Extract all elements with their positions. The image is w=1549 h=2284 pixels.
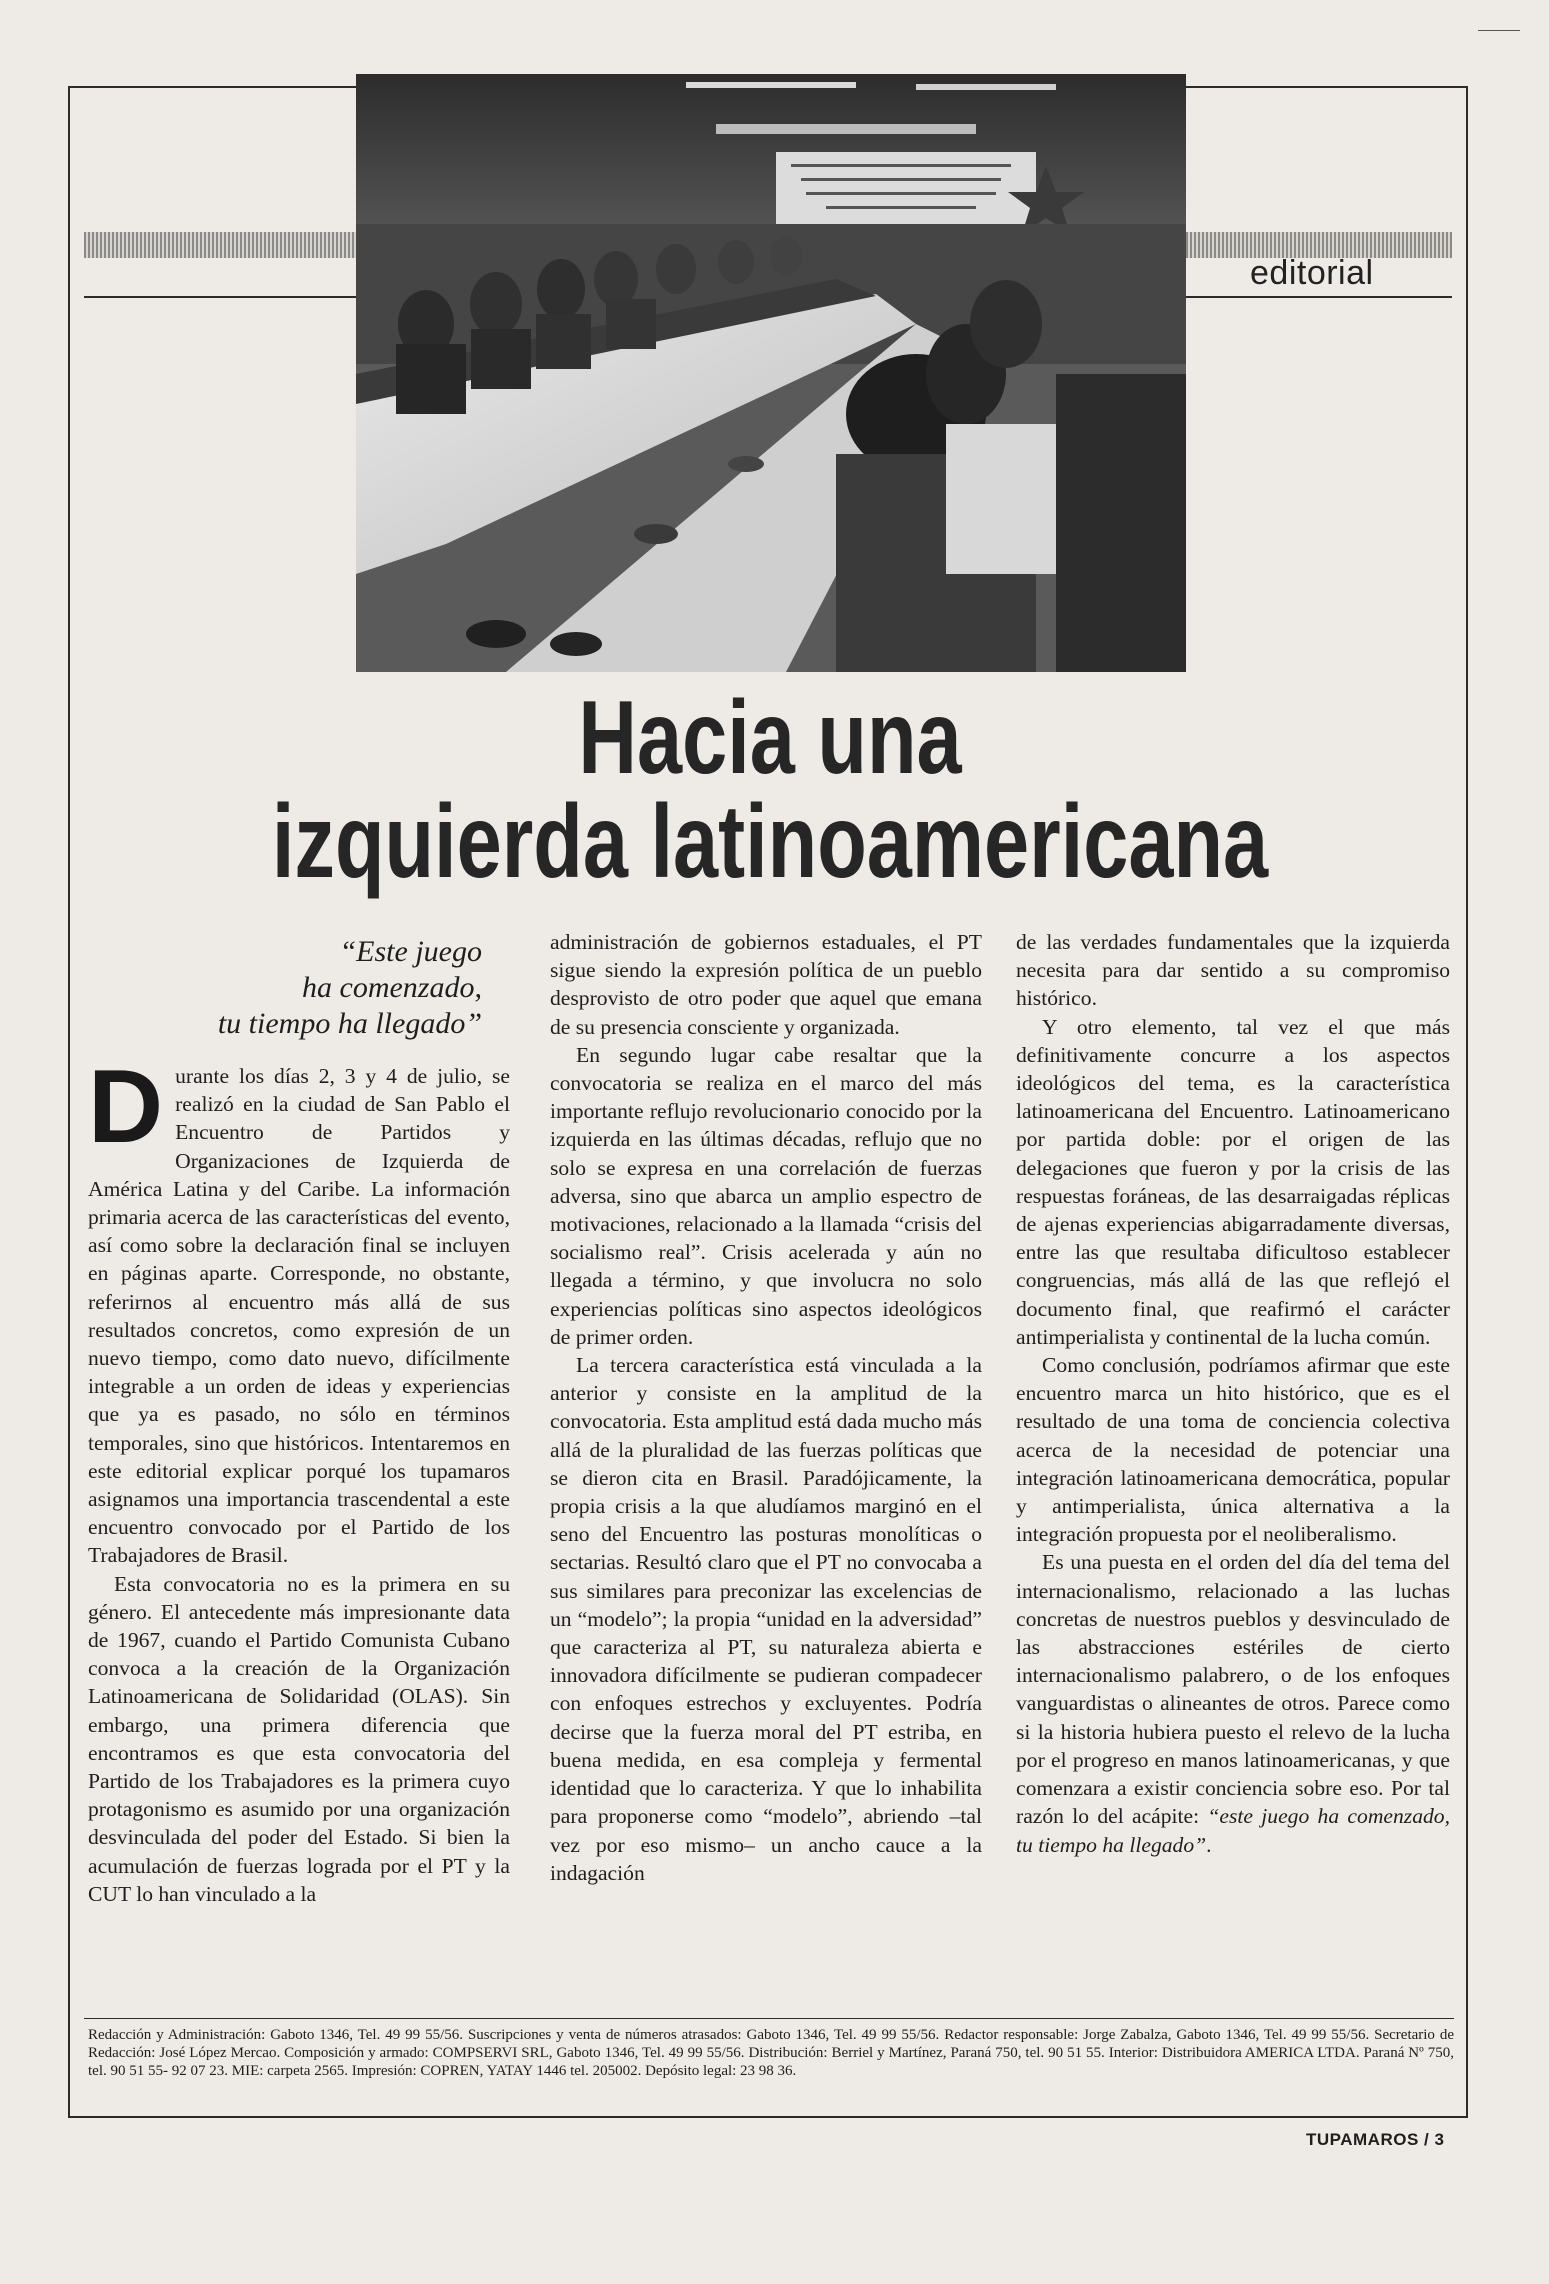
page-folio: TUPAMAROS / 3 bbox=[1306, 2130, 1445, 2149]
article-paragraph bbox=[1016, 1548, 1450, 1858]
article-paragraph: Y otro elemento, tal vez el que más definitivamente concurre a los aspectos ideológicos del tema, es la característica latinoamericana del Encuentro. Latinoamericano por partida doble: por el origen de las delegaciones que fueron y por la crisis de las respuestas foráneas, de las desarraigadas réplicas de ajenas experiencias abigarradamente diversas, entre las que resultaba dificultoso establecer congruencias, más allá de las que reflejó el documento final, que reafirmó el carácter antimperialista y continental de la lucha común. bbox=[1016, 1014, 1450, 1349]
epigraph-line: ha comenzado, bbox=[302, 971, 482, 1004]
article-column-1 bbox=[88, 928, 510, 1908]
dropcap: D bbox=[88, 1049, 164, 1165]
article-paragraph: En segundo lugar cabe resaltar que la convocatoria se realiza en el marco del más importante reflujo revolucionario conocido por la izquierda en las últimas décadas, reflujo que no solo se expresa en una correlación de fuerzas adversa, sino que abarca un amplio espectro de motivaciones, relacionado a la llamada “crisis del socialismo real”. Crisis acelerada y aún no llegada a término, y que involucra no solo experiencias políticas sino aspectos ideológicos de primer orden. bbox=[550, 1042, 982, 1349]
crop-mark bbox=[1478, 30, 1520, 31]
closing-quote: “este juego ha comenzado, tu tiempo ha llegado” bbox=[1016, 1804, 1450, 1857]
article-paragraph: La tercera característica está vinculada a la anterior y consiste en la amplitud de la convocatoria. Esta amplitud está dada mucho más allá de la pluralidad de las fuerzas políticas que se dieron cita en Brasil. Paradójicamente, la propia crisis a la que aludíamos marginó en el seno del Encuentro las posturas monolíticas o sectarias. Resultó claro que el PT no convocaba a sus similares para preconizar las excelencias de un “modelo”; la propia “unidad en la adversidad” que caracteriza al PT, su naturaleza abierta e innovadora difícilmente se pudieran compadecer con enfoques estrechos y excluyentes. Podría decirse que la fuerza moral del PT estriba, en buena medida, en esa compleja y fermental identidad que lo caracteriza. Y que lo inhabilita para proponerse como “modelo”, abriendo –tal vez por eso mismo– un ancho cauce a la indagación bbox=[550, 1353, 982, 1885]
section-label: editorial bbox=[1250, 254, 1374, 292]
epigraph-line: tu tiempo ha llegado” bbox=[217, 1007, 482, 1040]
epigraph-line: “Este juego bbox=[339, 935, 482, 968]
article-paragraph bbox=[88, 1049, 510, 1570]
credits-rule bbox=[84, 2018, 1454, 2019]
meeting-photo bbox=[356, 74, 1186, 672]
decorative-stripe-left bbox=[84, 232, 356, 258]
headline-line-2: izquierda latinoamericana bbox=[271, 784, 1269, 900]
meeting-photo-image bbox=[356, 74, 1186, 672]
divider-rule-left bbox=[84, 296, 356, 298]
paragraph-text: urante los días 2, 3 y 4 de julio, se realizó en la ciudad de San Pablo el Encuentro de Partidos y Organizaciones de Izquierda de América Latina y del Caribe. La información primaria acerca de las características del evento, así como sobre la declaración final se incluyen en páginas aparte. Corresponde, no obstante, referirnos al encuentro más allá de sus resultados concretos, como expresión de un nuevo tiempo, como dato nuevo, difícilmente integrable a un orden de ideas y experiencias que ya es pasado, no sólo en términos temporales, sino que históricos. Intentaremos en este editorial explicar porqué los tupamaros asignamos una importancia trascendental a este encuentro convocado por el Partido de los Trabajadores de Brasil. bbox=[88, 1064, 510, 1568]
article-paragraph: administración de gobiernos estaduales, el PT sigue siendo la expresión política de un pueblo desprovisto de otro poder que aquel que emana de su presencia consciente y organizada. bbox=[550, 930, 982, 1039]
article-paragraph: Esta convocatoria no es la primera en su género. El antecedente más impresionante data de 1967, cuando el Partido Comunista Cubano convoca a la creación de la Organización Latinoamericana de Solidaridad (OLAS). Sin embargo, una primera diferencia que encontramos es que esta convocatoria del Partido de los Trabajadores es la primera cuyo protagonismo es asumido por una organización desvinculada del poder del Estado. Si bien la acumulación de fuerzas lograda por el PT y la CUT lo han vinculado a la bbox=[88, 1571, 510, 1906]
article-paragraph: de las verdades fundamentales que la izquierda necesita para dar sentido a su compromiso histórico. bbox=[1016, 930, 1450, 1011]
headline-line-1: Hacia una bbox=[578, 680, 962, 796]
epigraph bbox=[88, 934, 510, 1042]
article-column-3 bbox=[1016, 928, 1450, 1859]
closing-period: . bbox=[1206, 1832, 1212, 1857]
article-column-2 bbox=[550, 928, 982, 1887]
paragraph-text: Es una puesta en el orden del día del tema del internacionalismo, relacionado a las luchas concretas de nuestros pueblos y desvinculado de las abstracciones estériles de cierto internacionalismo palabrero, o de los enfoques vanguardistas o alineantes de otros. Parece como si la historia hubiera puesto el relevo de la lucha por el progreso en manos latinoamericanas, y que comenzara a existir conciencia sobre eso. Por tal razón lo del acápite: bbox=[1016, 1550, 1450, 1829]
article-paragraph: Como conclusión, podríamos afirmar que este encuentro marca un hito histórico, que es el resultado de una toma de conciencia colectiva acerca de la necesidad de potenciar una integración latinoamericana democrática, popular y antimperialista, única alternativa a la integración propuesta por el neoliberalismo. bbox=[1016, 1353, 1450, 1547]
divider-rule-right bbox=[1186, 296, 1452, 298]
masthead-credits: Redacción y Administración: Gaboto 1346, Tel. 49 99 55/56. Suscripciones y venta de números atrasados: Gaboto 1346, Tel. 49 99 55/56. Redactor responsable: Jorge Zabalza, Gaboto 1346, Tel. 49 99 55/56. Secretario de Redacción: José López Mercao. Composición y armado: COMPSERVI SRL, Gaboto 1346, Tel. 49 99 55/56. Distribución: Berriel y Martínez, Paraná 750, tel. 90 51 55. Interior: Distribuidora AMERICA LTDA. Paraná Nº 750, tel. 90 51 55- 92 07 23. MIE: carpeta 2565. Impresión: COPREN, YATAY 1446 tel. 205002. Depósito legal: 23 98 36. bbox=[88, 2027, 1454, 2079]
